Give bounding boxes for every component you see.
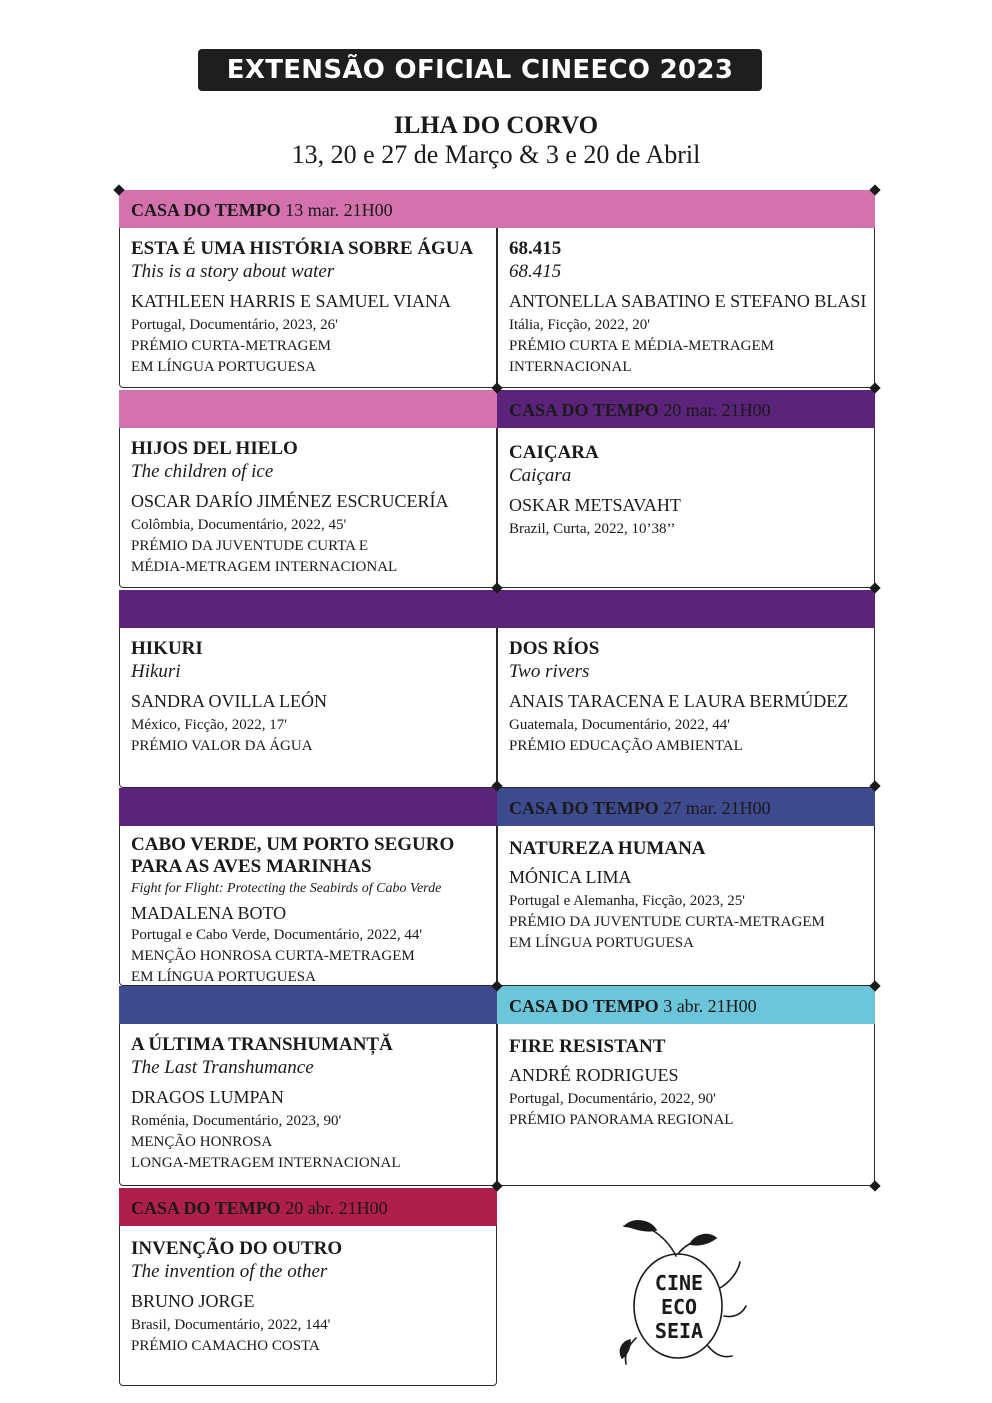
film-title: HIJOS DEL HIELO: [131, 438, 298, 459]
film-card-hijos-del-hielo: [119, 428, 497, 588]
film-title: FIRE RESISTANT: [509, 1036, 666, 1057]
film-prize: EM LÍNGUA PORTUGUESA: [131, 969, 316, 985]
film-info: Colômbia, Documentário, 2022, 45': [131, 517, 347, 533]
logo-line-3: SEIA: [654, 1319, 704, 1343]
location-heading: ILHA DO CORVO: [393, 112, 599, 139]
session-bar-13-mar: [119, 190, 875, 228]
film-director: SANDRA OVILLA LEÓN: [131, 691, 327, 711]
film-info: Portugal, Documentário, 2023, 26': [131, 317, 338, 333]
film-director: BRUNO JORGE: [131, 1291, 255, 1311]
session-date: 20 abr. 21H00: [285, 1198, 388, 1218]
film-prize: PRÉMIO CURTA E MÉDIA-METRAGEM: [509, 338, 774, 354]
film-original-title: Fight for Flight: Protecting the Seabirds of Cabo Verde: [131, 881, 442, 896]
film-prize: LONGA-METRAGEM INTERNACIONAL: [131, 1155, 401, 1171]
film-prize: MENÇÃO HONROSA: [131, 1134, 273, 1150]
title-banner: EXTENSÃO OFICIAL CINEECO 2023: [198, 49, 762, 91]
film-card-fire-resistant: [497, 1024, 875, 1186]
film-director: ANDRÉ RODRIGUES: [509, 1065, 679, 1085]
film-prize: PRÉMIO CAMACHO COSTA: [131, 1338, 320, 1354]
film-director: KATHLEEN HARRIS E SAMUEL VIANA: [131, 291, 451, 311]
film-original-title: Hikuri: [131, 661, 181, 682]
film-info: Brazil, Curta, 2022, 10’38’’: [509, 521, 676, 537]
film-original-title: The invention of the other: [131, 1261, 328, 1282]
film-info: Brasil, Documentário, 2022, 144': [131, 1317, 331, 1333]
film-original-title: Caiçara: [509, 465, 572, 486]
film-card-esta-e-uma-historia: [119, 228, 497, 388]
dates-subheading: 13, 20 e 27 de Março & 3 e 20 de Abril: [291, 140, 701, 169]
color-bar: [119, 986, 497, 1024]
film-director: OSKAR METSAVAHT: [509, 495, 681, 515]
film-info: México, Ficção, 2022, 17': [131, 717, 288, 733]
cineecoseia-logo: [612, 1218, 752, 1378]
film-prize: PRÉMIO DA JUVENTUDE CURTA E: [131, 538, 369, 554]
film-director: MÓNICA LIMA: [509, 867, 632, 887]
film-prize: PRÉMIO PANORAMA REGIONAL: [509, 1112, 734, 1128]
film-card-natureza-humana: [497, 826, 875, 986]
film-card-a-ultima-transhumanta: [119, 1024, 497, 1186]
film-director: DRAGOS LUMPAN: [131, 1087, 284, 1107]
film-title: HIKURI: [131, 638, 203, 659]
color-bar: [119, 390, 497, 428]
color-bar: [119, 590, 875, 628]
session-venue: CASA DO TEMPO: [509, 400, 659, 420]
film-prize: PRÉMIO VALOR DA ÁGUA: [131, 738, 313, 754]
film-title: NATUREZA HUMANA: [509, 838, 706, 859]
session-venue: CASA DO TEMPO: [509, 798, 659, 818]
film-card-68415: [497, 228, 875, 388]
film-prize: MENÇÃO HONROSA CURTA-METRAGEM: [131, 948, 415, 964]
film-info: Portugal e Cabo Verde, Documentário, 2022, 44': [131, 927, 423, 943]
film-card-invencao-do-outro: [119, 1226, 497, 1386]
film-original-title: The Last Transhumance: [131, 1057, 314, 1078]
film-prize: PRÉMIO EDUCAÇÃO AMBIENTAL: [509, 738, 743, 754]
film-title: CAIÇARA: [509, 442, 599, 463]
film-title: INVENÇÃO DO OUTRO: [131, 1238, 343, 1259]
session-venue: CASA DO TEMPO: [131, 200, 281, 220]
film-title-line-2: PARA AS AVES MARINHAS: [131, 856, 372, 877]
film-card-dos-rios: [497, 628, 875, 788]
color-bar: [119, 788, 497, 826]
film-card-caicara: [497, 428, 875, 588]
film-original-title: Two rivers: [509, 661, 590, 682]
film-director: MADALENA BOTO: [131, 903, 287, 923]
film-director: ANAIS TARACENA E LAURA BERMÚDEZ: [509, 691, 849, 711]
film-prize: MÉDIA-METRAGEM INTERNACIONAL: [131, 559, 398, 575]
session-venue: CASA DO TEMPO: [131, 1198, 281, 1218]
film-director: OSCAR DARÍO JIMÉNEZ ESCRUCERÍA: [131, 491, 449, 511]
logo-line-2: ECO: [660, 1295, 698, 1319]
film-prize: PRÉMIO DA JUVENTUDE CURTA-METRAGEM: [509, 914, 825, 930]
film-card-cabo-verde: [119, 826, 497, 986]
logo-line-1: CINE: [654, 1271, 704, 1295]
film-original-title: 68.415: [509, 261, 562, 282]
film-director: ANTONELLA SABATINO E STEFANO BLASI: [509, 291, 867, 311]
film-title: ESTA É UMA HISTÓRIA SOBRE ÁGUA: [131, 238, 474, 259]
film-info: Portugal e Alemanha, Ficção, 2023, 25': [509, 893, 745, 909]
film-info: Guatemala, Documentário, 2022, 44': [509, 717, 730, 733]
session-bar-20-abr: [119, 1188, 497, 1226]
session-date: 3 abr. 21H00: [663, 996, 757, 1016]
session-bar-20-mar: [497, 390, 875, 428]
film-info: Roménia, Documentário, 2023, 90': [131, 1113, 342, 1129]
film-title: CABO VERDE, UM PORTO SEGURO: [131, 834, 455, 855]
film-prize: INTERNACIONAL: [509, 359, 632, 375]
film-card-hikuri: [119, 628, 497, 788]
session-date: 27 mar. 21H00: [663, 798, 771, 818]
film-prize: EM LÍNGUA PORTUGUESA: [131, 359, 316, 375]
session-date: 13 mar. 21H00: [285, 200, 393, 220]
film-title: A ÚLTIMA TRANSHUMANȚĂ: [131, 1034, 393, 1055]
film-prize: PRÉMIO CURTA-METRAGEM: [131, 338, 331, 354]
session-venue: CASA DO TEMPO: [509, 996, 659, 1016]
film-info: Portugal, Documentário, 2022, 90': [509, 1091, 716, 1107]
session-bar-3-abr: [497, 986, 875, 1024]
session-date: 20 mar. 21H00: [663, 400, 771, 420]
film-title: 68.415: [509, 238, 562, 259]
session-bar-27-mar: [497, 788, 875, 826]
film-original-title: This is a story about water: [131, 261, 335, 282]
film-original-title: The children of ice: [131, 461, 274, 482]
film-title: DOS RÍOS: [509, 638, 600, 659]
film-info: Itália, Ficção, 2022, 20': [509, 317, 650, 333]
film-prize: EM LÍNGUA PORTUGUESA: [509, 935, 694, 951]
